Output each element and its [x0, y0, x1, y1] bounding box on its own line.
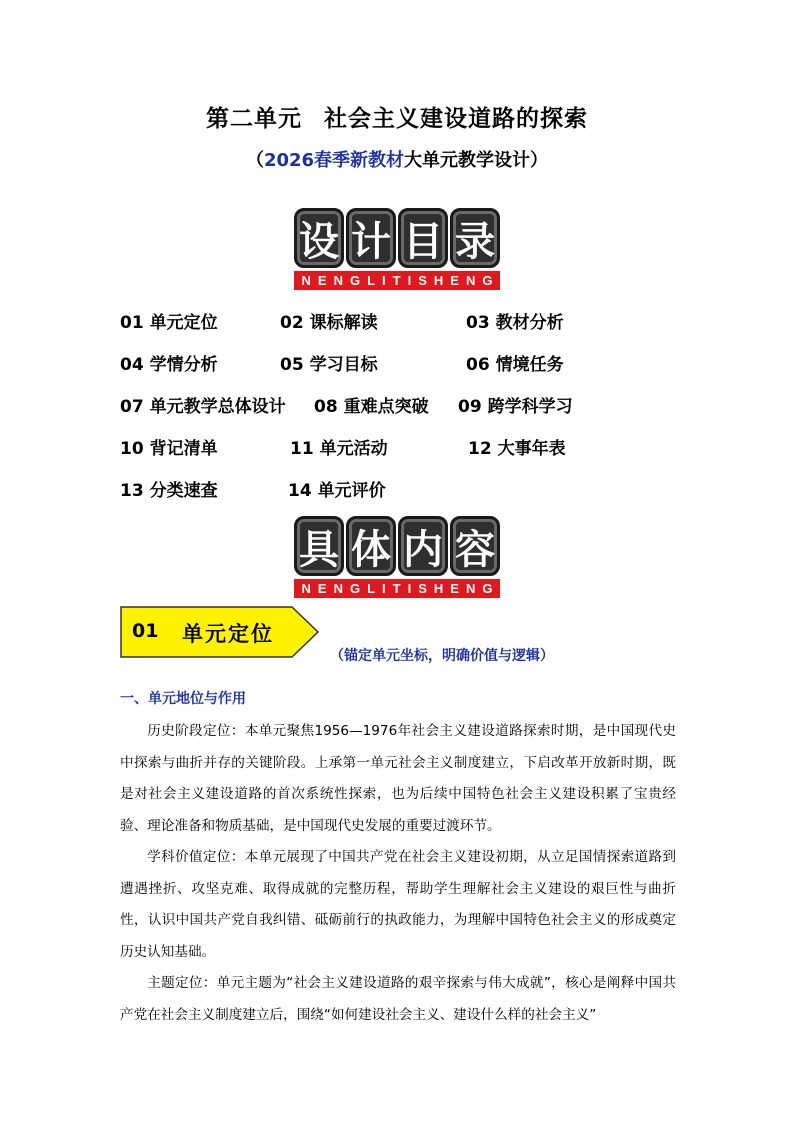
subtitle-highlight: 2026春季新教材	[263, 150, 405, 171]
toc-item[interactable]: 04 学情分析	[120, 355, 218, 375]
section-tag	[120, 606, 320, 658]
banner-char: 设	[294, 208, 344, 268]
toc-row	[120, 350, 640, 392]
toc-row	[120, 308, 640, 350]
document-subtitle	[0, 146, 794, 172]
section-heading: 一、单元地位与作用	[120, 691, 246, 707]
section-note: （锚定单元坐标，明确价值与逻辑）	[330, 648, 554, 664]
toc-row	[120, 476, 640, 518]
content-banner	[294, 516, 500, 598]
paragraph: 历史阶段定位：本单元聚焦1956—1976年社会主义建设道路探索时期，是中国现代史中探索与曲折并存的关键阶段。上承第一单元社会主义制度建立，下启改革开放新时期，既是对社会主义建设道路的首次系统性探索，也为后续中国特色社会主义建设积累了宝贵经验、理论准备和物质基础，是中国现代史发展的重要过渡环节。	[120, 723, 676, 834]
banner-char: 目	[398, 208, 448, 268]
banner-char: 体	[346, 516, 396, 576]
table-of-contents	[120, 308, 640, 518]
section-number: 01	[132, 620, 159, 642]
toc-item[interactable]: 11 单元活动	[290, 439, 388, 459]
banner-char: 内	[398, 516, 448, 576]
title-topic: 社会主义建设道路的探索	[324, 106, 588, 132]
toc-item[interactable]: 03 教材分析	[466, 313, 564, 333]
toc-item[interactable]: 05 学习目标	[280, 355, 378, 375]
toc-row	[120, 434, 640, 476]
toc-item[interactable]: 12 大事年表	[468, 439, 566, 459]
toc-item[interactable]: 06 情境任务	[466, 355, 564, 375]
banner-char: 录	[450, 208, 500, 268]
section-label: 单元定位	[182, 621, 274, 646]
banner-char: 计	[346, 208, 396, 268]
banner-char: 具	[294, 516, 344, 576]
banner-char: 容	[450, 516, 500, 576]
subtitle-rest: 大单元教学设计）	[404, 150, 549, 171]
toc-item[interactable]: 07 单元教学总体设计	[120, 397, 286, 417]
banner-strip: NENGLITISHENG	[294, 271, 500, 290]
toc-item[interactable]: 01 单元定位	[120, 313, 218, 333]
paragraph: 主题定位：单元主题为“社会主义建设道路的艰辛探索与伟大成就”，核心是阐释中国共产党在社会主义制度建立后，围绕“如何建设社会主义、建设什么样的社会主义”	[120, 975, 676, 1023]
banner-strip: NENGLITISHENG	[294, 579, 500, 598]
toc-row	[120, 392, 640, 434]
toc-item[interactable]: 08 重难点突破	[314, 397, 429, 417]
toc-banner	[294, 208, 500, 290]
toc-item[interactable]: 14 单元评价	[288, 481, 386, 501]
toc-item[interactable]: 02 课标解读	[280, 313, 378, 333]
toc-item[interactable]: 09 跨学科学习	[458, 397, 573, 417]
toc-item[interactable]: 13 分类速查	[120, 481, 218, 501]
subtitle-open-paren: （	[245, 150, 264, 171]
toc-item[interactable]: 10 背记清单	[120, 439, 218, 459]
paragraph: 学科价值定位：本单元展现了中国共产党在社会主义建设初期，从立足国情探索道路到遭遇挫折、攻坚克难、取得成就的完整历程，帮助学生理解社会主义建设的艰巨性与曲折性，认识中国共产党自我纠错、砥砺前行的执政能力，为理解中国特色社会主义的形成奠定历史认知基础。	[120, 849, 676, 960]
document-title	[0, 100, 794, 133]
title-unit: 第二单元	[206, 106, 302, 132]
